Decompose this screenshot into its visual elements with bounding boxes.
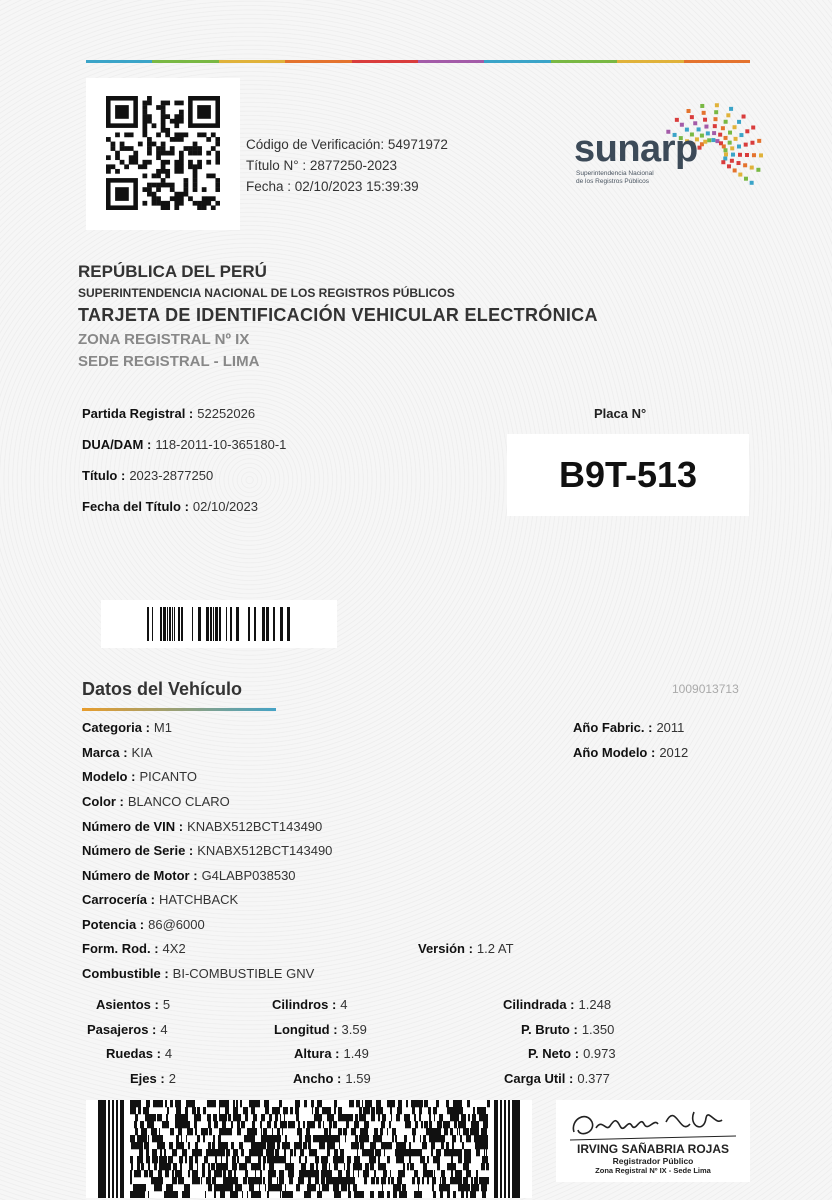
cilindros-row [272, 997, 348, 1012]
field-label: Fecha del Título : [82, 499, 189, 514]
fecha-titulo-row [82, 499, 258, 514]
longitud-row [274, 1022, 367, 1037]
color-bar-segment [551, 60, 617, 63]
verification-block [246, 134, 448, 197]
carga-util-row [504, 1071, 610, 1086]
field-value: 2012 [659, 745, 689, 760]
form-rod-row [82, 941, 186, 956]
version-row [418, 941, 514, 956]
cilindrada-row [503, 997, 611, 1012]
field-value: 1.350 [581, 1022, 615, 1037]
field-label: Cilindros : [272, 997, 337, 1012]
placa-value: B9T-513 [558, 454, 698, 495]
field-value: 52252026 [197, 406, 256, 421]
field-label: Potencia : [82, 917, 145, 932]
field-label: Color : [82, 794, 124, 809]
combustible-row [82, 966, 314, 981]
field-value: 0.377 [577, 1071, 610, 1086]
signature-box [556, 1100, 750, 1182]
field-label: Carga Util : [504, 1071, 574, 1086]
asientos-row [96, 997, 170, 1012]
color-bar-segment [352, 60, 418, 63]
dua-row [82, 437, 286, 452]
partida-registral-row [82, 406, 255, 421]
field-label: Form. Rod. : [82, 941, 159, 956]
color-bar-segment [86, 60, 152, 63]
field-label: Modelo : [82, 769, 136, 784]
field-value: BI-COMBUSTIBLE GNV [172, 966, 315, 981]
header-zona: ZONA REGISTRAL Nº IX [78, 331, 250, 348]
field-value: 0.973 [583, 1046, 616, 1061]
field-label: Pasajeros : [87, 1022, 157, 1037]
field-label: Título : [82, 468, 126, 483]
field-value: 4 [340, 997, 348, 1012]
logo-subtitle-line-1: Superintendencia Nacional [576, 170, 654, 177]
ano-modelo-row [573, 745, 688, 760]
ano-fabric-row [573, 720, 684, 735]
header-republica: REPÚBLICA DEL PERÚ [78, 262, 267, 281]
field-value: 1.59 [345, 1071, 371, 1086]
p-bruto-row [521, 1022, 614, 1037]
logo-wordmark: sunarp [574, 128, 698, 170]
document-serial: 1009013713 [672, 682, 739, 696]
color-bar-segment [684, 60, 750, 63]
field-value: 2 [168, 1071, 176, 1086]
field-label: Combustible : [82, 966, 169, 981]
field-label: Ruedas : [106, 1046, 161, 1061]
field-value: 2023-2877250 [129, 468, 214, 483]
field-value: 3.59 [341, 1022, 367, 1037]
small-barcode-icon [147, 607, 291, 641]
titulo-row [82, 468, 213, 483]
field-value: 86@6000 [148, 917, 205, 932]
field-value: KNABX512BCT143490 [187, 819, 323, 834]
potencia-row [82, 917, 205, 932]
field-label: Altura : [294, 1046, 340, 1061]
field-label: Categoria : [82, 720, 150, 735]
field-value: 4X2 [162, 941, 186, 956]
marca-row [82, 745, 153, 760]
field-value: 5 [162, 997, 171, 1012]
field-value: PICANTO [139, 769, 197, 784]
ancho-row [293, 1071, 371, 1086]
color-bar-segment [617, 60, 683, 63]
field-label: Cilindrada : [503, 997, 575, 1012]
field-label: Año Fabric. : [573, 720, 653, 735]
qr-code-box [86, 78, 240, 230]
placa-box [507, 434, 749, 516]
color-bar-segment [418, 60, 484, 63]
field-label: Longitud : [274, 1022, 338, 1037]
signer-name: IRVING SAÑABRIA ROJAS [576, 1142, 730, 1156]
field-value: 4 [164, 1046, 173, 1061]
signature-scribble-icon [566, 1102, 740, 1146]
serie-row [82, 843, 332, 858]
logo-subtitle-line-2: de los Registros Públicos [576, 178, 649, 185]
small-barcode-box [101, 600, 337, 648]
field-label: DUA/DAM : [82, 437, 152, 452]
altura-row [294, 1046, 369, 1061]
field-value: 1.49 [343, 1046, 369, 1061]
placa-label: Placa N° [594, 406, 647, 421]
field-label: Número de Motor : [82, 868, 198, 883]
ejes-row [130, 1071, 176, 1086]
signer-zone: Zona Registral Nº IX - Sede Lima [595, 1166, 711, 1175]
field-label: Ancho : [293, 1071, 342, 1086]
verification-code: Código de Verificación: 54971972 [246, 137, 448, 152]
field-value: 02/10/2023 [192, 499, 258, 514]
field-value: HATCHBACK [158, 892, 239, 907]
field-value: 4 [160, 1022, 168, 1037]
field-value: 1.248 [578, 997, 612, 1012]
signer-role: Registrador Público [612, 1156, 694, 1166]
field-label: Número de VIN : [82, 819, 184, 834]
modelo-row [82, 769, 197, 784]
field-value: 2011 [656, 720, 685, 735]
color-bar-segment [152, 60, 218, 63]
header-superintendencia: SUPERINTENDENCIA NACIONAL DE LOS REGISTROS PÚBLICOS [78, 286, 455, 300]
field-label: Carrocería : [82, 892, 155, 907]
sunarp-logo [570, 94, 770, 204]
field-label: Marca : [82, 745, 128, 760]
field-label: Año Modelo : [573, 745, 656, 760]
field-value: G4LABP038530 [201, 868, 296, 883]
field-value: M1 [153, 720, 172, 735]
vin-row [82, 819, 322, 834]
logo-subtitle [576, 170, 654, 186]
field-label: P. Neto : [528, 1046, 580, 1061]
field-label: Número de Serie : [82, 843, 194, 858]
header-tarjeta: TARJETA DE IDENTIFICACIÓN VEHICULAR ELECTRÓNICA [78, 305, 598, 325]
carroceria-row [82, 892, 238, 907]
header-sede: SEDE REGISTRAL - LIMA [78, 353, 260, 370]
pasajeros-row [87, 1022, 168, 1037]
ruedas-row [106, 1046, 172, 1061]
verification-title: Título N° : 2877250-2023 [246, 158, 397, 173]
p-neto-row [528, 1046, 616, 1061]
field-label: Ejes : [130, 1071, 165, 1086]
field-value: KNABX512BCT143490 [197, 843, 333, 858]
color-bar-segment [219, 60, 285, 63]
field-value: 1.2 AT [476, 941, 514, 956]
field-value: 118-2011-10-365180-1 [155, 437, 287, 452]
field-value: KIA [131, 745, 153, 760]
field-label: Asientos : [96, 997, 159, 1012]
qr-code-icon [106, 96, 220, 210]
pdf417-barcode-box [86, 1100, 532, 1198]
pdf417-barcode-icon [98, 1100, 520, 1198]
field-label: P. Bruto : [521, 1022, 578, 1037]
verification-date: Fecha : 02/10/2023 15:39:39 [246, 179, 419, 194]
color-bar [86, 60, 750, 63]
field-label: Versión : [418, 941, 473, 956]
datos-underline [82, 708, 276, 711]
categoria-row [82, 720, 172, 735]
color-row [82, 794, 230, 809]
field-label: Partida Registral : [82, 406, 194, 421]
color-bar-segment [484, 60, 550, 63]
datos-title: Datos del Vehículo [82, 679, 243, 699]
motor-row [82, 868, 296, 883]
color-bar-segment [285, 60, 351, 63]
field-value: BLANCO CLARO [127, 794, 230, 809]
